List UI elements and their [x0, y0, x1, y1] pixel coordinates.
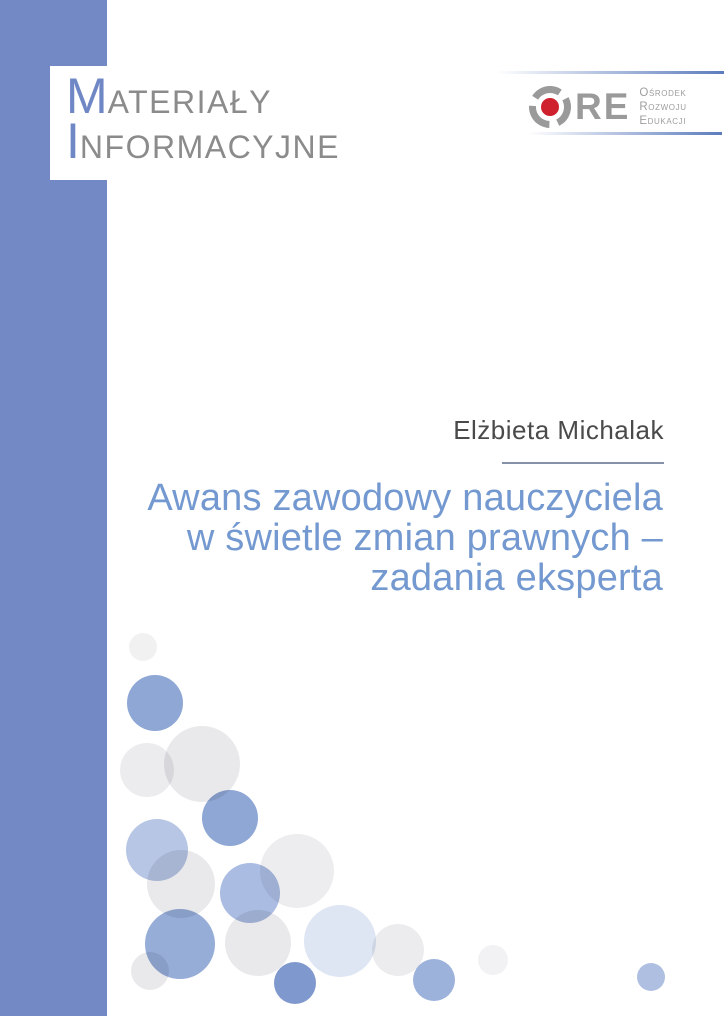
decorative-circle: [225, 910, 291, 976]
decorative-circle: [131, 952, 169, 990]
org-line-rozwoju: Rozwoju: [639, 101, 687, 113]
title-line-2: w świetle zmian prawnych –: [186, 517, 663, 559]
masthead-word-materialy: ATERIAŁY: [107, 84, 272, 120]
publication-title: [120, 478, 663, 598]
org-line-osrodek: Ośrodek: [639, 87, 687, 99]
logo-top-gradient-rule: [496, 71, 724, 74]
ore-org-name: [639, 86, 686, 128]
decorative-circle: [637, 963, 665, 991]
masthead-initial-i: I: [66, 113, 80, 169]
ore-logo: [527, 84, 687, 130]
masthead-line-1: [66, 68, 340, 124]
masthead-initial-m: M: [66, 68, 108, 124]
decorative-circle: [274, 962, 316, 1004]
title-line-1: Awans zawodowy nauczyciela: [147, 477, 663, 519]
author-divider-rule: [502, 462, 664, 464]
decorative-circle: [220, 863, 280, 923]
decorative-circle: [260, 834, 334, 908]
decorative-circle: [304, 905, 376, 977]
masthead-word-informacyjne: NFORMACYJNE: [79, 129, 340, 165]
decorative-circle: [145, 909, 215, 979]
decorative-circle: [126, 819, 188, 881]
decorative-circle: [120, 743, 174, 797]
decorative-circle: [147, 850, 215, 918]
org-line-edukacji: Edukacji: [639, 115, 687, 127]
author-name: Elżbieta Michalak: [453, 415, 664, 445]
title-line-3: zadania eksperta: [370, 557, 663, 599]
decorative-circle: [372, 924, 424, 976]
masthead: [66, 68, 340, 169]
decorative-circle: [127, 675, 183, 731]
decorative-circle: [202, 790, 258, 846]
decorative-circle: [478, 945, 508, 975]
logo-bottom-gradient-rule: [528, 132, 722, 135]
ore-acronym: RE: [575, 86, 631, 127]
decorative-circle: [129, 633, 157, 661]
decorative-circle: [164, 726, 240, 802]
masthead-line-2: [66, 113, 340, 169]
ore-ring-icon: [527, 84, 573, 130]
decorative-circle: [413, 959, 455, 1001]
